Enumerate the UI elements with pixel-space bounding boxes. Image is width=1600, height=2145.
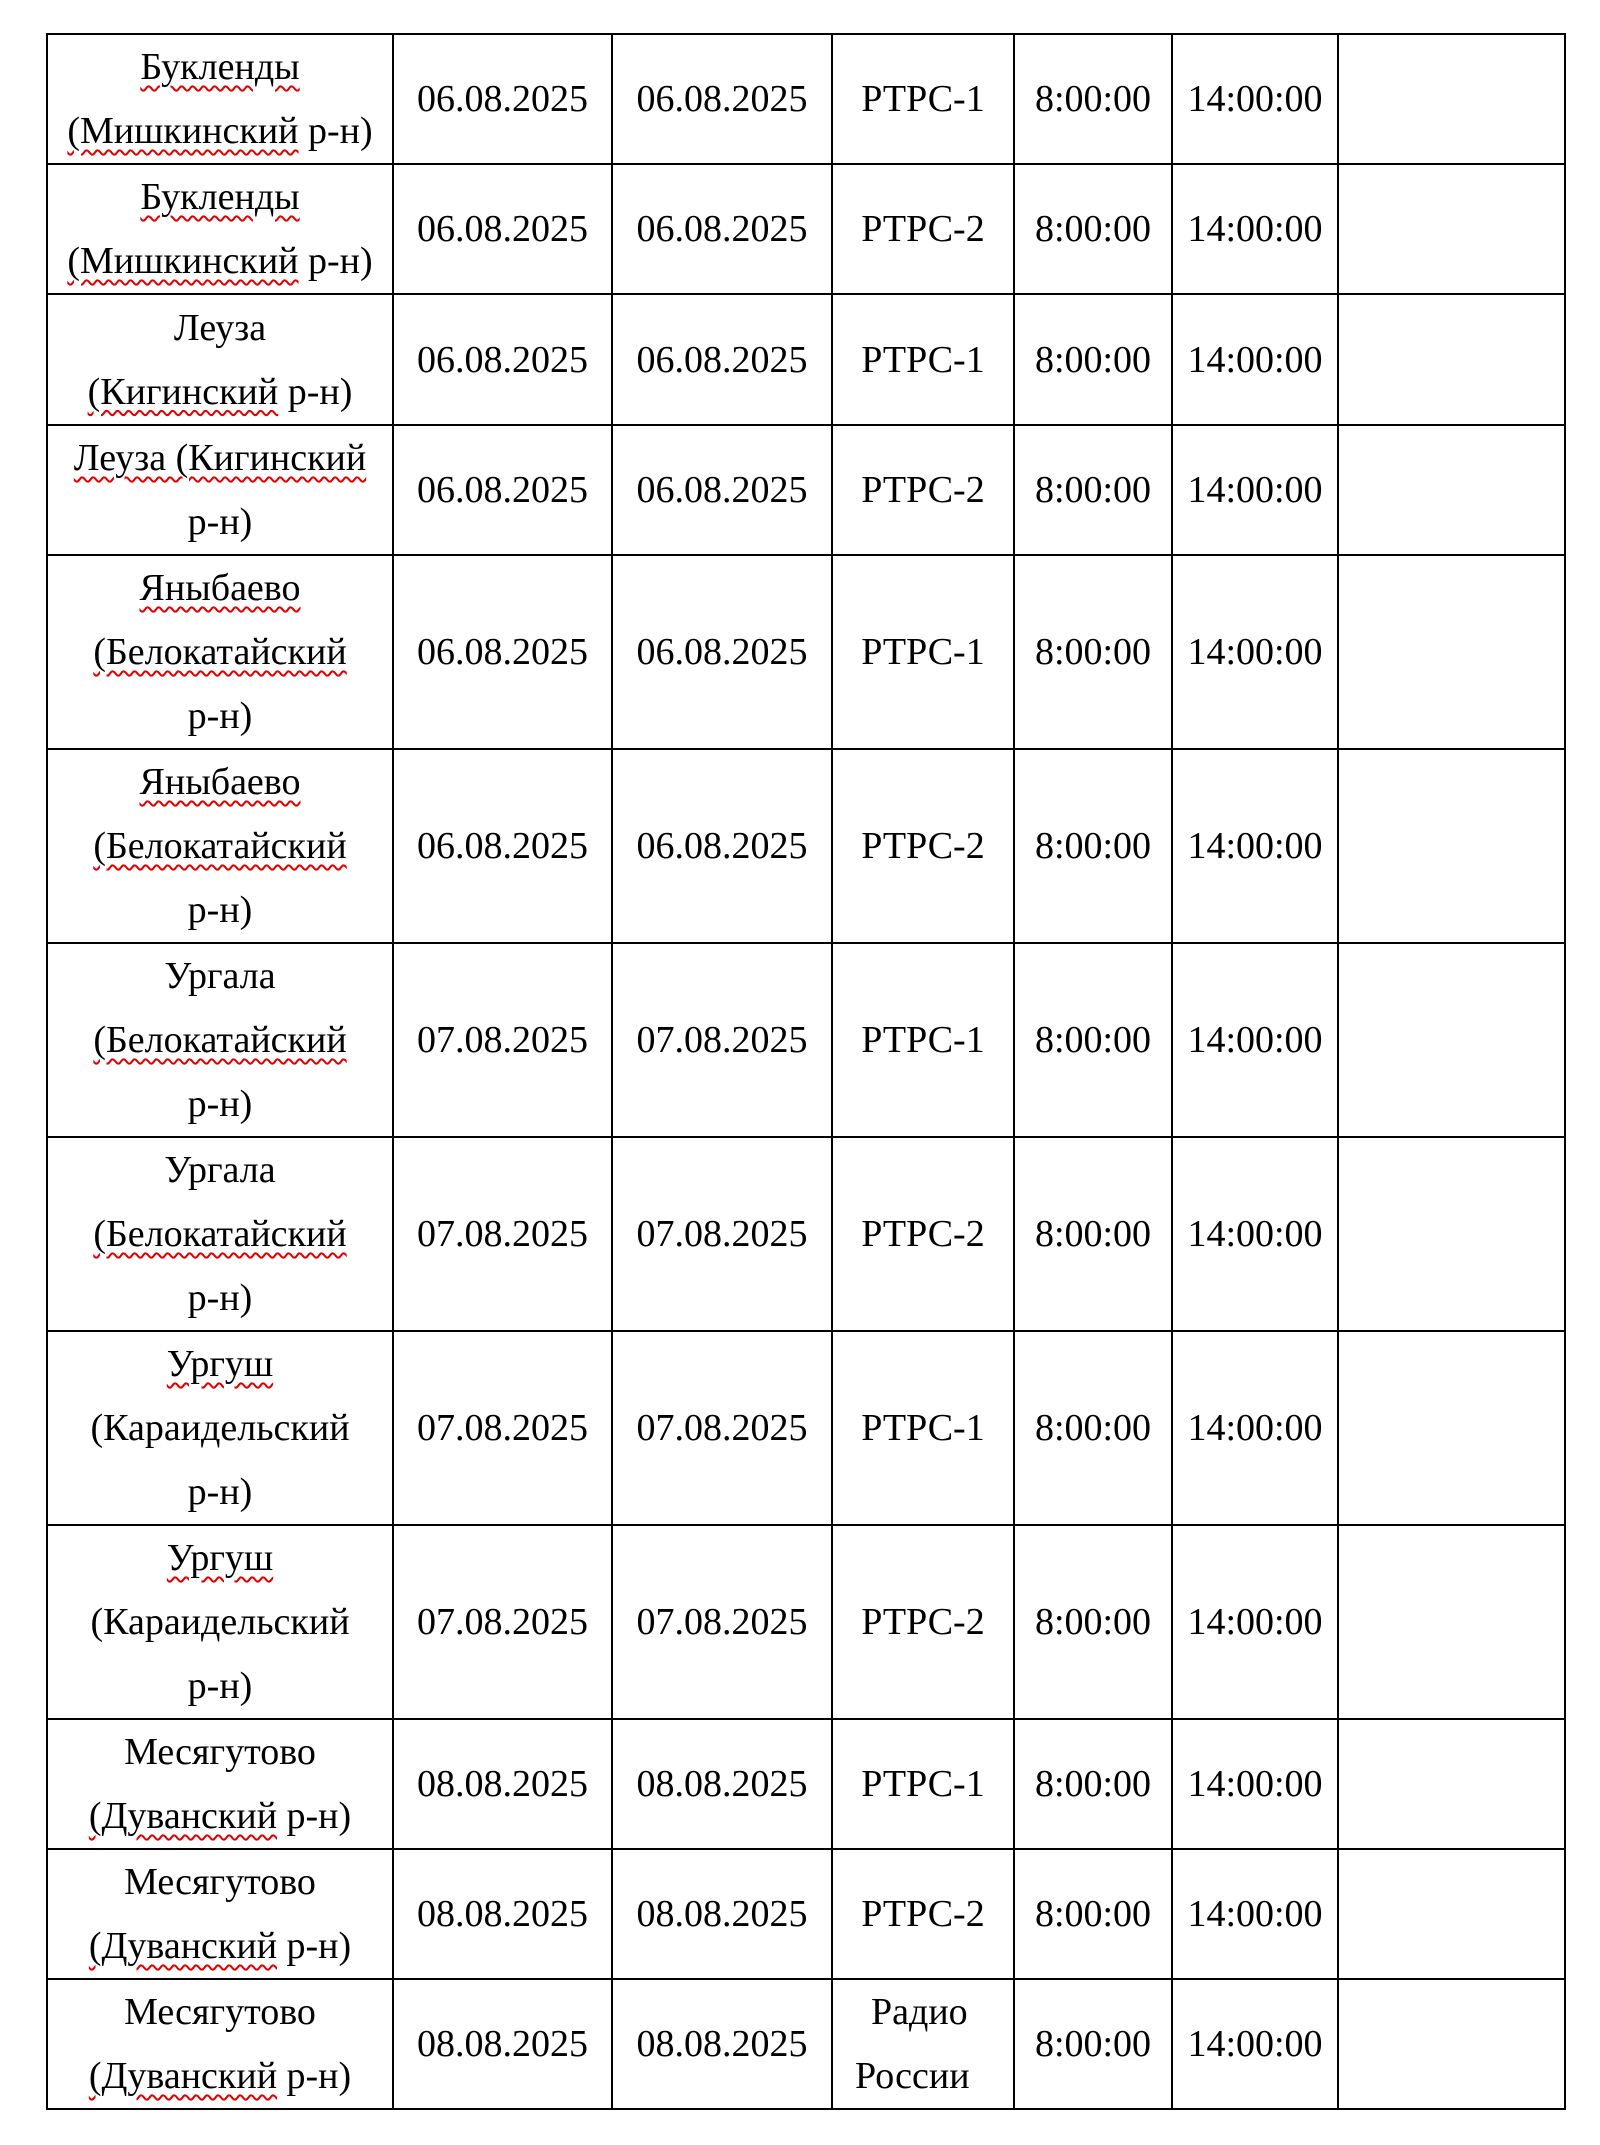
location-text: Яныбаево	[139, 761, 301, 803]
channel-text: РТРС-1	[861, 1407, 985, 1449]
end-time-cell: 14:00:00	[1172, 1719, 1338, 1849]
note-cell	[1338, 1525, 1565, 1719]
start-time-cell: 8:00:00	[1014, 555, 1172, 749]
channel-cell	[832, 34, 1014, 164]
channel-text: РТРС-2	[861, 825, 985, 867]
schedule-table	[46, 33, 1566, 2110]
location-text: Яныбаево	[139, 567, 301, 609]
start-date-cell: 06.08.2025	[393, 164, 612, 294]
note-cell	[1338, 749, 1565, 943]
location-text: р-н)	[298, 110, 373, 152]
location-text: р-н)	[277, 1925, 352, 1967]
location-cell	[47, 1979, 393, 2109]
end-time-cell: 14:00:00	[1172, 943, 1338, 1137]
channel-text: РТРС-2	[861, 1601, 985, 1643]
start-date-cell: 06.08.2025	[393, 34, 612, 164]
location-line	[52, 490, 388, 554]
end-date-cell: 08.08.2025	[612, 1849, 832, 1979]
channel-cell	[832, 164, 1014, 294]
location-text: Ургуш	[166, 1537, 274, 1579]
location-cell	[47, 425, 393, 555]
location-cell	[47, 1719, 393, 1849]
location-line	[52, 296, 388, 360]
end-time-cell: 14:00:00	[1172, 1979, 1338, 2109]
table-row	[47, 1525, 1565, 1719]
start-time-cell: 8:00:00	[1014, 1331, 1172, 1525]
note-cell	[1338, 1331, 1565, 1525]
location-cell	[47, 294, 393, 425]
table-row	[47, 164, 1565, 294]
location-text: р-н)	[187, 501, 253, 543]
start-time-cell: 8:00:00	[1014, 943, 1172, 1137]
location-text: (Дуванский	[88, 2055, 278, 2097]
location-text: (Белокатайский	[93, 1213, 347, 1255]
location-text: р-н)	[298, 240, 373, 282]
end-date-cell: 08.08.2025	[612, 1719, 832, 1849]
channel-text: РТРС-1	[861, 1019, 985, 1061]
location-line	[52, 1396, 388, 1460]
start-time-cell: 8:00:00	[1014, 1849, 1172, 1979]
start-date-cell: 06.08.2025	[393, 749, 612, 943]
start-date-cell: 07.08.2025	[393, 943, 612, 1137]
location-text: (Мишкинский	[67, 240, 299, 282]
location-text: Леуза (Кигинский	[73, 437, 367, 479]
note-cell	[1338, 943, 1565, 1137]
end-time-cell: 14:00:00	[1172, 164, 1338, 294]
location-text: р-н)	[187, 1277, 253, 1319]
location-line	[52, 35, 388, 99]
end-date-cell: 06.08.2025	[612, 749, 832, 943]
location-text: (Караидельский	[90, 1601, 350, 1643]
table-row	[47, 1979, 1565, 2109]
start-time-cell: 8:00:00	[1014, 749, 1172, 943]
end-date-cell: 07.08.2025	[612, 943, 832, 1137]
end-time-cell: 14:00:00	[1172, 425, 1338, 555]
end-time-cell: 14:00:00	[1172, 34, 1338, 164]
note-cell	[1338, 1719, 1565, 1849]
end-date-cell: 08.08.2025	[612, 1979, 832, 2109]
channel-text: РТРС-1	[861, 1763, 985, 1805]
location-cell	[47, 555, 393, 749]
location-text: р-н)	[187, 1083, 253, 1125]
location-cell	[47, 749, 393, 943]
location-line	[52, 2044, 388, 2108]
schedule-body	[47, 34, 1565, 2109]
location-line	[52, 1526, 388, 1590]
end-time-cell: 14:00:00	[1172, 1849, 1338, 1979]
location-text: (Караидельский	[90, 1407, 350, 1449]
location-line	[52, 1914, 388, 1978]
start-time-cell: 8:00:00	[1014, 1719, 1172, 1849]
location-line	[52, 1784, 388, 1848]
channel-text: РТРС-1	[861, 78, 985, 120]
note-cell	[1338, 555, 1565, 749]
end-date-cell: 06.08.2025	[612, 164, 832, 294]
table-row	[47, 294, 1565, 425]
start-time-cell: 8:00:00	[1014, 1137, 1172, 1331]
location-line	[52, 229, 388, 293]
end-date-cell: 06.08.2025	[612, 294, 832, 425]
location-text: Букленды	[140, 176, 300, 218]
location-text: р-н)	[187, 1471, 253, 1513]
location-text: р-н)	[277, 2055, 352, 2097]
location-line	[52, 814, 388, 878]
location-line	[52, 750, 388, 814]
location-line	[52, 944, 388, 1008]
channel-cell	[832, 425, 1014, 555]
channel-cell	[832, 1331, 1014, 1525]
location-cell	[47, 1137, 393, 1331]
end-time-cell: 14:00:00	[1172, 749, 1338, 943]
start-date-cell: 07.08.2025	[393, 1137, 612, 1331]
end-time-cell: 14:00:00	[1172, 1331, 1338, 1525]
start-date-cell: 07.08.2025	[393, 1525, 612, 1719]
start-time-cell: 8:00:00	[1014, 1979, 1172, 2109]
channel-cell	[832, 749, 1014, 943]
location-line	[52, 426, 388, 490]
location-cell	[47, 1525, 393, 1719]
end-date-cell: 06.08.2025	[612, 425, 832, 555]
table-row	[47, 749, 1565, 943]
start-time-cell: 8:00:00	[1014, 425, 1172, 555]
location-line	[52, 1202, 388, 1266]
channel-cell	[832, 555, 1014, 749]
note-cell	[1338, 294, 1565, 425]
location-text: Месягутово	[124, 1731, 316, 1773]
table-row	[47, 1849, 1565, 1979]
location-line	[52, 1720, 388, 1784]
location-text: р-н)	[278, 370, 353, 413]
note-cell	[1338, 1137, 1565, 1331]
location-line	[52, 1460, 388, 1524]
location-line	[52, 1980, 388, 2044]
start-date-cell: 08.08.2025	[393, 1719, 612, 1849]
location-text: р-н)	[187, 695, 253, 737]
end-time-cell: 14:00:00	[1172, 1137, 1338, 1331]
note-cell	[1338, 1849, 1565, 1979]
start-time-cell: 8:00:00	[1014, 1525, 1172, 1719]
channel-text: РТРС-1	[861, 338, 985, 381]
channel-cell	[832, 943, 1014, 1137]
location-cell	[47, 1331, 393, 1525]
end-date-cell: 06.08.2025	[612, 555, 832, 749]
channel-text: РТРС-1	[861, 631, 985, 673]
table-row	[47, 1331, 1565, 1525]
channel-cell	[832, 1849, 1014, 1979]
note-cell	[1338, 1979, 1565, 2109]
location-cell	[47, 34, 393, 164]
location-line	[52, 1266, 388, 1330]
table-row	[47, 555, 1565, 749]
channel-cell	[832, 1719, 1014, 1849]
location-line	[52, 1138, 388, 1202]
location-text: (Мишкинский	[67, 110, 299, 152]
location-cell	[47, 164, 393, 294]
location-text: Букленды	[140, 46, 300, 88]
location-line	[52, 556, 388, 620]
location-text: Ургуш	[166, 1343, 274, 1385]
start-time-cell: 8:00:00	[1014, 294, 1172, 425]
start-date-cell: 07.08.2025	[393, 1331, 612, 1525]
start-date-cell: 08.08.2025	[393, 1979, 612, 2109]
location-text: (Дуванский	[88, 1795, 278, 1837]
location-line	[52, 878, 388, 942]
location-text: (Белокатайский	[93, 631, 347, 673]
start-date-cell: 06.08.2025	[393, 294, 612, 425]
channel-text: Радио	[871, 1991, 968, 2033]
table-row	[47, 1137, 1565, 1331]
note-cell	[1338, 34, 1565, 164]
end-time-cell: 14:00:00	[1172, 294, 1338, 425]
location-text: р-н)	[187, 889, 253, 931]
start-time-cell: 8:00:00	[1014, 164, 1172, 294]
location-text: Месягутово	[124, 1861, 316, 1903]
location-line	[52, 1332, 388, 1396]
location-text: (Дуванский	[88, 1925, 278, 1967]
channel-cell	[832, 1979, 1014, 2109]
channel-text: РТРС-2	[861, 469, 985, 511]
channel-text: России	[855, 2055, 970, 2097]
end-date-cell: 07.08.2025	[612, 1525, 832, 1719]
end-date-cell: 07.08.2025	[612, 1137, 832, 1331]
location-line	[52, 1008, 388, 1072]
note-cell	[1338, 164, 1565, 294]
table-row	[47, 425, 1565, 555]
table-row	[47, 1719, 1565, 1849]
end-date-cell: 06.08.2025	[612, 34, 832, 164]
location-text: р-н)	[187, 1665, 253, 1707]
location-line	[52, 360, 388, 424]
location-text: (Белокатайский	[93, 1019, 347, 1061]
end-date-cell: 07.08.2025	[612, 1331, 832, 1525]
location-text: Леуза	[173, 306, 267, 349]
end-time-cell: 14:00:00	[1172, 555, 1338, 749]
table-row	[47, 34, 1565, 164]
location-line	[52, 1590, 388, 1654]
location-line	[52, 99, 388, 163]
location-text: Ургала	[164, 1149, 276, 1191]
note-cell	[1338, 425, 1565, 555]
channel-cell	[832, 1137, 1014, 1331]
channel-cell	[832, 294, 1014, 425]
location-line	[52, 684, 388, 748]
location-line	[52, 620, 388, 684]
location-text: Ургала	[164, 955, 276, 997]
location-text: р-н)	[277, 1795, 352, 1837]
table-row	[47, 943, 1565, 1137]
start-date-cell: 06.08.2025	[393, 425, 612, 555]
end-time-cell: 14:00:00	[1172, 1525, 1338, 1719]
location-line	[52, 1072, 388, 1136]
channel-text: РТРС-2	[861, 208, 985, 250]
channel-text: РТРС-2	[861, 1893, 985, 1935]
channel-cell	[832, 1525, 1014, 1719]
start-date-cell: 08.08.2025	[393, 1849, 612, 1979]
location-line	[52, 1850, 388, 1914]
start-time-cell: 8:00:00	[1014, 34, 1172, 164]
location-text: Месягутово	[124, 1991, 316, 2033]
location-text: (Белокатайский	[93, 825, 347, 867]
location-cell	[47, 1849, 393, 1979]
location-line	[52, 1654, 388, 1718]
channel-text: РТРС-2	[861, 1213, 985, 1255]
start-date-cell: 06.08.2025	[393, 555, 612, 749]
location-cell	[47, 943, 393, 1137]
location-line	[52, 165, 388, 229]
location-text: (Кигинский	[87, 370, 279, 413]
